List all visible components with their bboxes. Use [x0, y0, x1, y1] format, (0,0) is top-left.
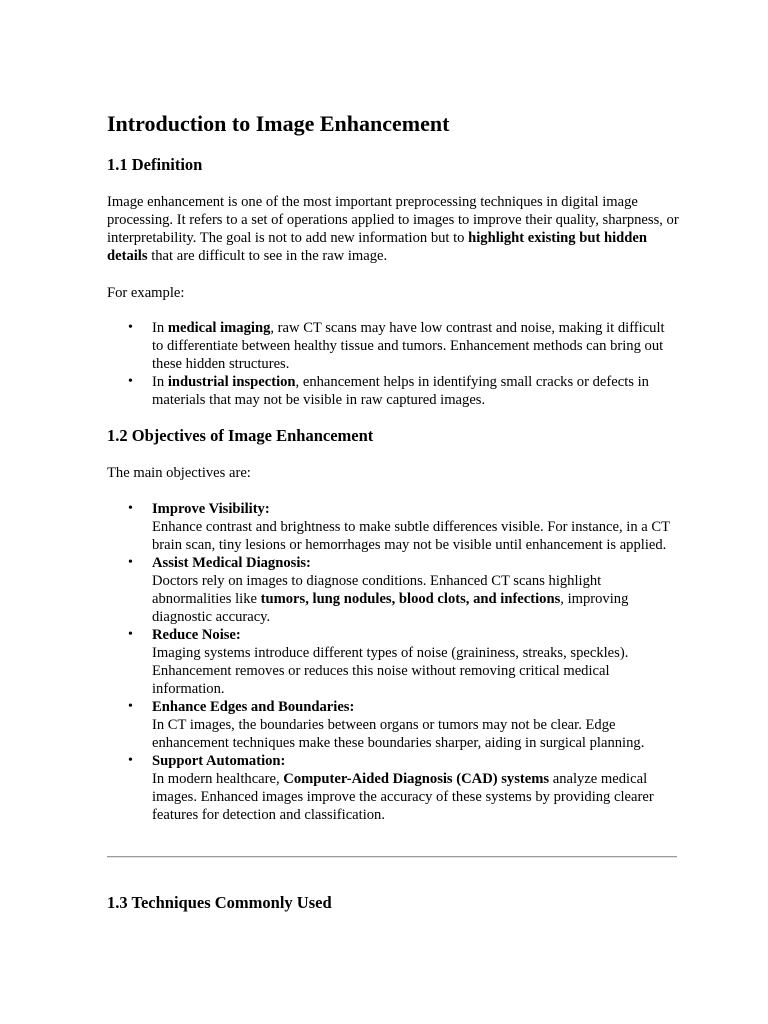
- definition-text-1: Image enhancement is one of the most important preprocessing techniques in digital image processing. It refers to a set of operations applied to images to improve their quality, sharpness, or interpretability. The goal is not to add new information but to: [107, 194, 679, 246]
- example-post: , enhancement helps in identifying small cracks or defects in materials that may not be visible in raw captured images.: [152, 374, 649, 408]
- bullet-icon: •: [128, 699, 133, 714]
- list-item: [107, 752, 679, 824]
- list-item: [107, 319, 679, 373]
- bullet-icon: •: [128, 627, 133, 642]
- objective-title: Support Automation:: [152, 753, 286, 769]
- example-pre: In: [152, 374, 168, 390]
- objective-text-2: , improving diagnostic accuracy.: [152, 591, 629, 625]
- objective-title: Improve Visibility:: [152, 501, 270, 517]
- list-item: [107, 373, 679, 409]
- objective-bold: Computer-Aided Diagnosis (CAD) systems: [283, 771, 550, 787]
- objectives-intro: The main objectives are:: [107, 465, 251, 481]
- list-item: [107, 554, 679, 626]
- objective-title: Enhance Edges and Boundaries:: [152, 699, 355, 715]
- heading-1-2-objectives: 1.2 Objectives of Image Enhancement: [107, 426, 374, 445]
- list-item: [107, 626, 679, 698]
- bullet-icon: •: [128, 501, 133, 516]
- objective-title: Assist Medical Diagnosis:: [152, 555, 311, 571]
- objective-text: Enhance contrast and brightness to make subtle differences visible. For instance, in a CT brain scan, tiny lesions or hemorrhages may not be visible until enhancement is applied.: [152, 519, 670, 553]
- definition-bold-1: highlight existing but hidden details: [107, 230, 647, 264]
- example-post: , raw CT scans may have low contrast and noise, making it difficult to differentiate between healthy tissue and tumors. Enhancement methods can bring out these hidden structures.: [152, 320, 665, 372]
- objective-text-1: Doctors rely on images to diagnose conditions. Enhanced CT scans highlight abnormalities like: [152, 573, 602, 607]
- bullet-icon: •: [128, 555, 133, 570]
- definition-paragraph: [107, 193, 679, 265]
- objective-title: Reduce Noise:: [152, 627, 241, 643]
- objective-text-2: analyze medical images. Enhanced images improve the accuracy of these systems by providing clearer features for detection and classification.: [152, 771, 654, 823]
- heading-1-1-definition: 1.1 Definition: [107, 155, 203, 174]
- example-intro: For example:: [107, 285, 185, 301]
- example-bold: industrial inspection: [167, 374, 296, 390]
- horizontal-divider: [107, 856, 677, 858]
- objective-bold: tumors, lung nodules, blood clots, and infections: [260, 591, 561, 607]
- objective-text-1: In modern healthcare,: [152, 771, 284, 787]
- objectives-list: [107, 500, 679, 824]
- example-pre: In: [152, 320, 168, 336]
- list-item: [107, 698, 679, 752]
- examples-list: [107, 319, 679, 409]
- objective-text: Imaging systems introduce different types of noise (graininess, streaks, speckles). Enhancement removes or reduces this noise without removing critical medical information.: [152, 645, 629, 697]
- objective-text: In CT images, the boundaries between organs or tumors may not be clear. Edge enhancement techniques make these boundaries sharper, aiding in surgical planning.: [152, 717, 645, 751]
- page-title: Introduction to Image Enhancement: [107, 111, 450, 136]
- bullet-icon: •: [128, 374, 133, 389]
- heading-1-3-techniques: 1.3 Techniques Commonly Used: [107, 893, 332, 912]
- bullet-icon: •: [128, 320, 133, 335]
- definition-text-2: that are difficult to see in the raw image.: [147, 248, 388, 264]
- bullet-icon: •: [128, 753, 133, 768]
- list-item: [107, 500, 679, 554]
- example-bold: medical imaging: [167, 320, 271, 336]
